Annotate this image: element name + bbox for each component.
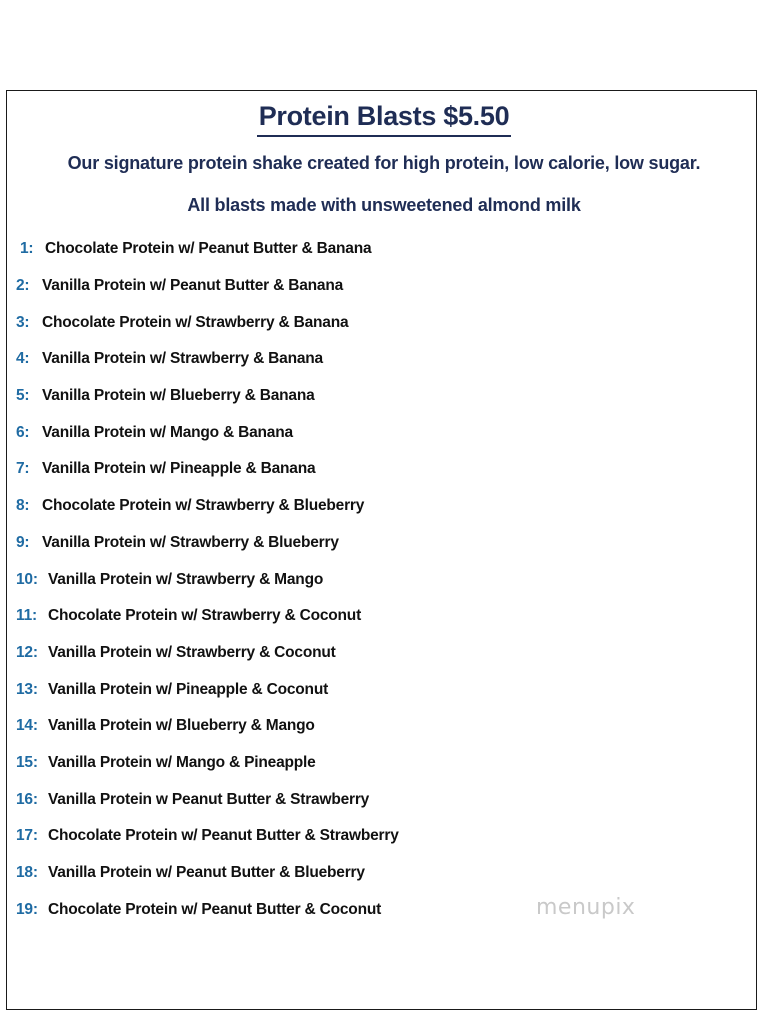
item-name: Vanilla Protein w/ Strawberry & Banana [42, 350, 323, 368]
item-number: 10: [16, 570, 38, 588]
menu-item [0, 781, 768, 818]
item-name: Chocolate Protein w/ Peanut Butter & Banana [45, 240, 372, 258]
item-number: 9: [16, 533, 30, 551]
menu-item [0, 561, 768, 598]
menu-item [0, 708, 768, 745]
menu-item [0, 451, 768, 488]
menu-item [0, 891, 768, 928]
menu-item-list [0, 231, 768, 928]
item-name: Chocolate Protein w/ Peanut Butter & Strawberry [48, 827, 399, 845]
item-name: Vanilla Protein w/ Pineapple & Banana [42, 460, 316, 478]
item-number: 8: [16, 497, 30, 515]
item-name: Vanilla Protein w/ Strawberry & Mango [48, 570, 324, 588]
item-number: 6: [16, 423, 30, 441]
menu-item [0, 268, 768, 305]
item-number: 15: [16, 753, 38, 771]
menu-item [0, 488, 768, 525]
watermark-logo: menupix [536, 895, 636, 920]
item-number: 13: [16, 680, 38, 698]
item-name: Vanilla Protein w/ Strawberry & Blueberry [42, 533, 339, 551]
item-name: Chocolate Protein w/ Strawberry & Blueberry [42, 497, 365, 515]
item-name: Vanilla Protein w Peanut Butter & Strawberry [48, 790, 370, 808]
item-name: Chocolate Protein w/ Strawberry & Coconut [48, 607, 362, 625]
item-name: Vanilla Protein w/ Mango & Pineapple [48, 753, 316, 771]
item-number: 2: [16, 277, 30, 295]
item-number: 3: [16, 313, 30, 331]
item-name: Vanilla Protein w/ Blueberry & Mango [48, 717, 315, 735]
menu-item [0, 671, 768, 708]
menu-item [0, 818, 768, 855]
menu-subtitle: Our signature protein shake created for high protein, low calorie, low sugar. [67, 153, 701, 173]
menu-item [0, 598, 768, 635]
menu-item [0, 378, 768, 415]
item-number: 14: [16, 717, 38, 735]
item-name: Chocolate Protein w/ Peanut Butter & Coconut [48, 900, 382, 918]
item-number: 11: [16, 607, 37, 625]
menu-item [0, 341, 768, 378]
item-name: Chocolate Protein w/ Strawberry & Banana [42, 313, 349, 331]
menu-note: All blasts made with unsweetened almond milk [187, 195, 581, 215]
menu-title-text: Protein Blasts $5.50 [257, 98, 512, 137]
item-name: Vanilla Protein w/ Pineapple & Coconut [48, 680, 329, 698]
menu-item [0, 231, 768, 268]
menu-item [0, 745, 768, 782]
item-number: 4: [16, 350, 30, 368]
menu-title [0, 98, 768, 137]
item-number: 12: [16, 643, 38, 661]
item-name: Vanilla Protein w/ Mango & Banana [42, 423, 293, 441]
item-number: 17: [16, 827, 38, 845]
menu-item [0, 635, 768, 672]
item-name: Vanilla Protein w/ Peanut Butter & Blueberry [48, 864, 365, 882]
item-name: Vanilla Protein w/ Strawberry & Coconut [48, 643, 336, 661]
item-name: Vanilla Protein w/ Peanut Butter & Banana [42, 277, 344, 295]
menu-item [0, 525, 768, 562]
item-number: 1: [20, 240, 34, 258]
menu-item [0, 304, 768, 341]
item-number: 18: [16, 864, 38, 882]
item-number: 19: [16, 900, 38, 918]
item-name: Vanilla Protein w/ Blueberry & Banana [42, 387, 315, 405]
menu-item [0, 414, 768, 451]
item-number: 7: [16, 460, 30, 478]
item-number: 5: [16, 387, 30, 405]
item-number: 16: [16, 790, 38, 808]
menu-item [0, 855, 768, 892]
